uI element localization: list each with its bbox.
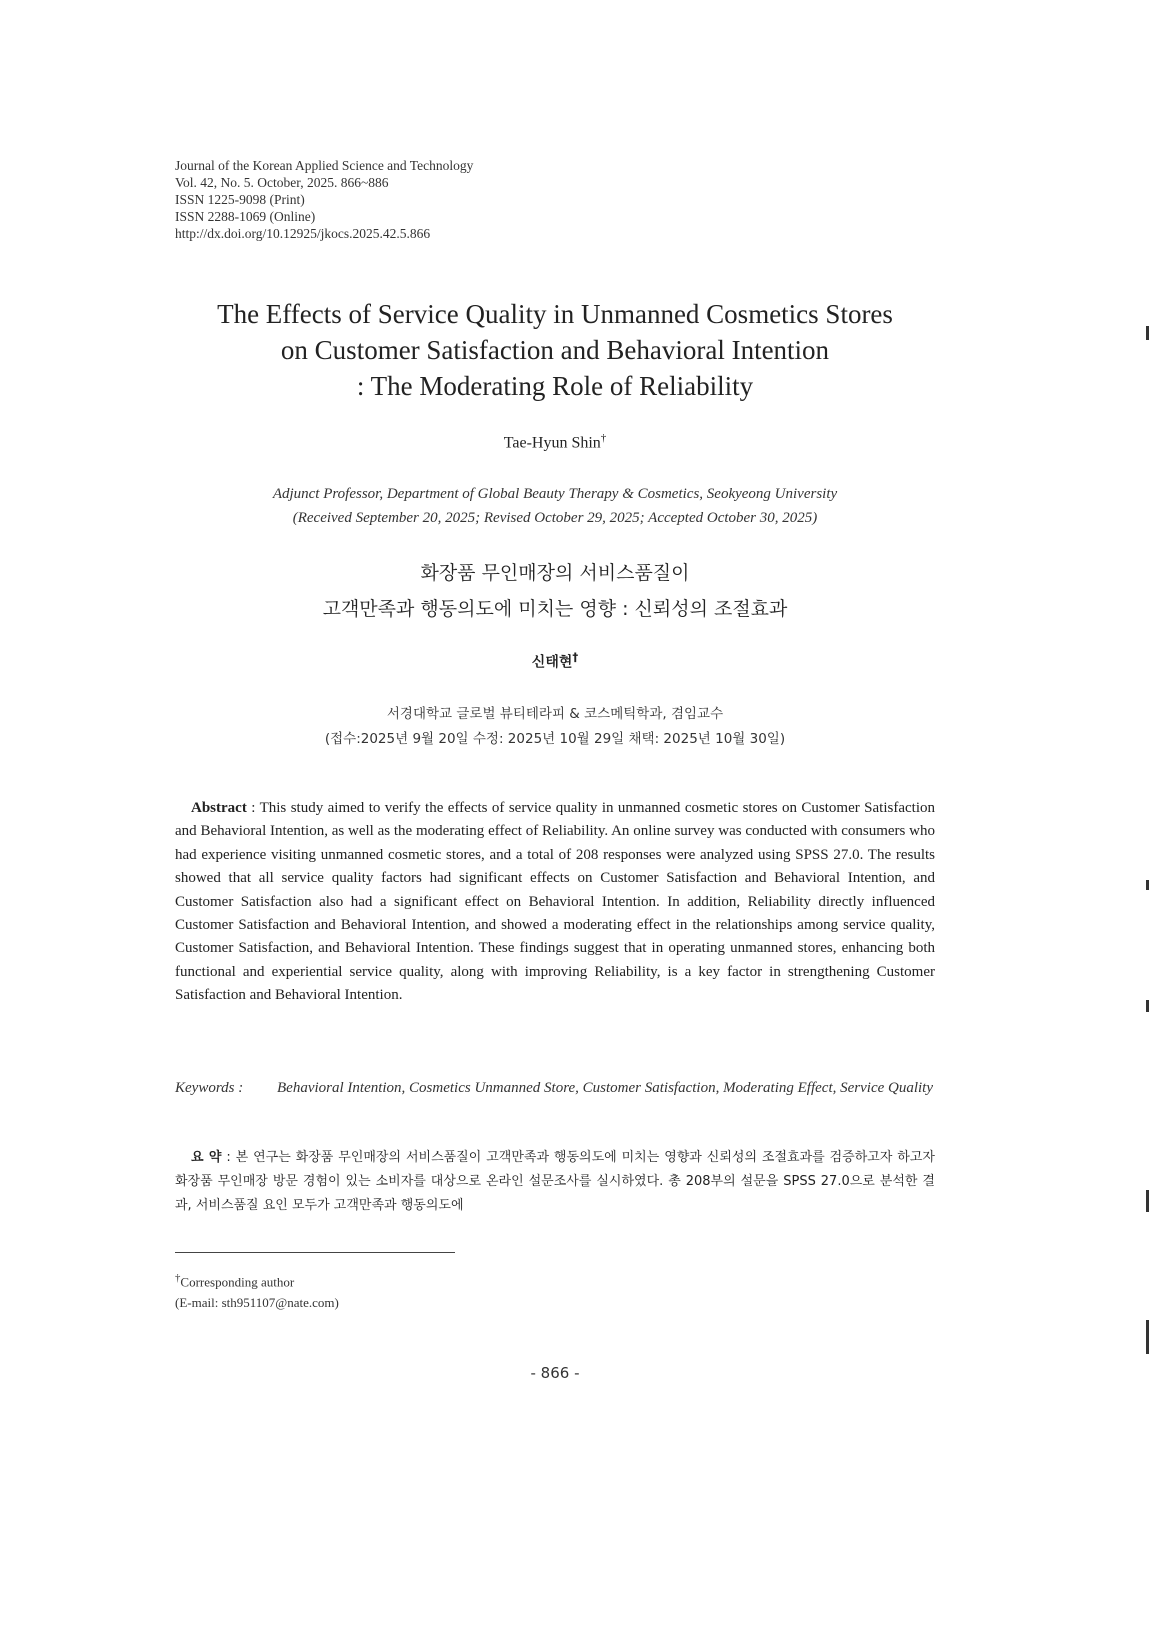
edge-mark (1146, 1320, 1149, 1354)
abstract-sep: : (246, 800, 260, 816)
title-line: : The Moderating Role of Reliability (356, 371, 754, 401)
footnote (175, 1268, 339, 1313)
issn-print: ISSN 1225-9098 (Print) (175, 192, 305, 207)
affiliation-position: Adjunct Professor, Department of Global Beauty Therapy & Cosmetics, Seokyeong University (272, 486, 838, 502)
abstract-label: Abstract (191, 800, 247, 816)
korean-abstract-text: 본 연구는 화장품 무인매장의 서비스품질이 고객만족과 행동의도에 미치는 영향과 신뢰성의 조절효과를 검증하고자 하고자 화장품 무인매장 방문 경험이 있는 소비자를 대상으로 온라인 설문조사를 실시하였다. 총 208부의 설문을 SPSS 27.0으로 분석한 결과, 서비스품질 요인 모두가 고객만족과 행동의도에 (175, 1150, 935, 1213)
title-line: The Effects of Service Quality in Unmanned Cosmetics Stores (217, 299, 893, 329)
abstract-text: This study aimed to verify the effects of service quality in unmanned cosmetic stores on Customer Satisfaction and Behavioral Intention, as well as the moderating effect of Reliability. An online survey was conducted with consumers who had experience visiting unmanned cosmetic stores, and a total of 208 responses were analyzed using SPSS 27.0. The results showed that all service quality factors had significant effects on Customer Satisfaction and Behavioral Intention, and Customer Satisfaction also had a significant effect on Behavioral Intention. In addition, Reliability directly influenced Customer Satisfaction and Behavioral Intention, and showed a moderating effect in the relationships among service quality, Customer Satisfaction, and Behavioral Intention. These findings suggest that in operating unmanned stores, enhancing both functional and experiential service quality, along with improving Reliability, is a key factor in strengthening Customer Satisfaction and Behavioral Intention. (175, 800, 935, 1004)
edge-mark (1146, 1190, 1149, 1212)
korean-affiliation (0, 702, 1110, 752)
affiliation (0, 482, 1110, 530)
korean-title (0, 555, 1110, 627)
abstract (175, 797, 935, 1008)
footnote-divider (175, 1252, 455, 1253)
korean-affiliation-position: 서경대학교 글로벌 뷰티테라피 & 코스메틱학과, 겸임교수 (386, 706, 724, 722)
korean-author (0, 650, 1110, 672)
edge-mark (1146, 1000, 1149, 1012)
journal-name: Journal of the Korean Applied Science and Technology (175, 158, 474, 173)
paper-title (0, 296, 1110, 404)
keywords-label: Keywords : (175, 1080, 244, 1096)
author-email: (E-mail: sth951107@nate.com) (175, 1295, 339, 1311)
korean-abstract (175, 1146, 935, 1218)
corresponding-author-label: Corresponding author (180, 1274, 295, 1290)
page-edge (1109, 0, 1150, 1626)
doi-link[interactable]: http://dx.doi.org/10.12925/jkocs.2025.42.5.866 (175, 226, 431, 241)
submission-dates: (Received September 20, 2025; Revised October 29, 2025; Accepted October 30, 2025) (292, 510, 818, 526)
korean-abstract-label: 요 약 (191, 1150, 222, 1165)
edge-mark (1146, 326, 1149, 340)
dagger-mark: † (175, 1272, 181, 1284)
keywords (175, 1077, 935, 1100)
dagger-mark: † (600, 432, 607, 444)
korean-submission-dates: (접수:2025년 9월 20일 수정: 2025년 10월 29일 채택: 2025년 10월 30일) (324, 731, 786, 747)
author-name: Tae-Hyun Shin (503, 434, 601, 452)
edge-mark (1146, 880, 1149, 890)
dagger-mark: † (572, 650, 579, 664)
page-number: - 866 - (530, 1364, 580, 1382)
title-line: on Customer Satisfaction and Behavioral Intention (280, 335, 830, 365)
korean-title-line: 고객만족과 행동의도에 미치는 영향 : 신뢰성의 조절효과 (322, 598, 788, 620)
author (0, 432, 1110, 452)
korean-title-line: 화장품 무인매장의 서비스품질이 (420, 562, 690, 584)
korean-abstract-sep: : (221, 1150, 236, 1165)
keywords-text: Behavioral Intention, Cosmetics Unmanned Store, Customer Satisfaction, Moderating Effect, Service Quality (277, 1080, 934, 1096)
journal-volume: Vol. 42, No. 5. October, 2025. 866~886 (175, 175, 389, 190)
issn-online: ISSN 2288-1069 (Online) (175, 209, 316, 224)
journal-header (175, 157, 473, 242)
korean-author-name: 신태현 (531, 654, 573, 671)
